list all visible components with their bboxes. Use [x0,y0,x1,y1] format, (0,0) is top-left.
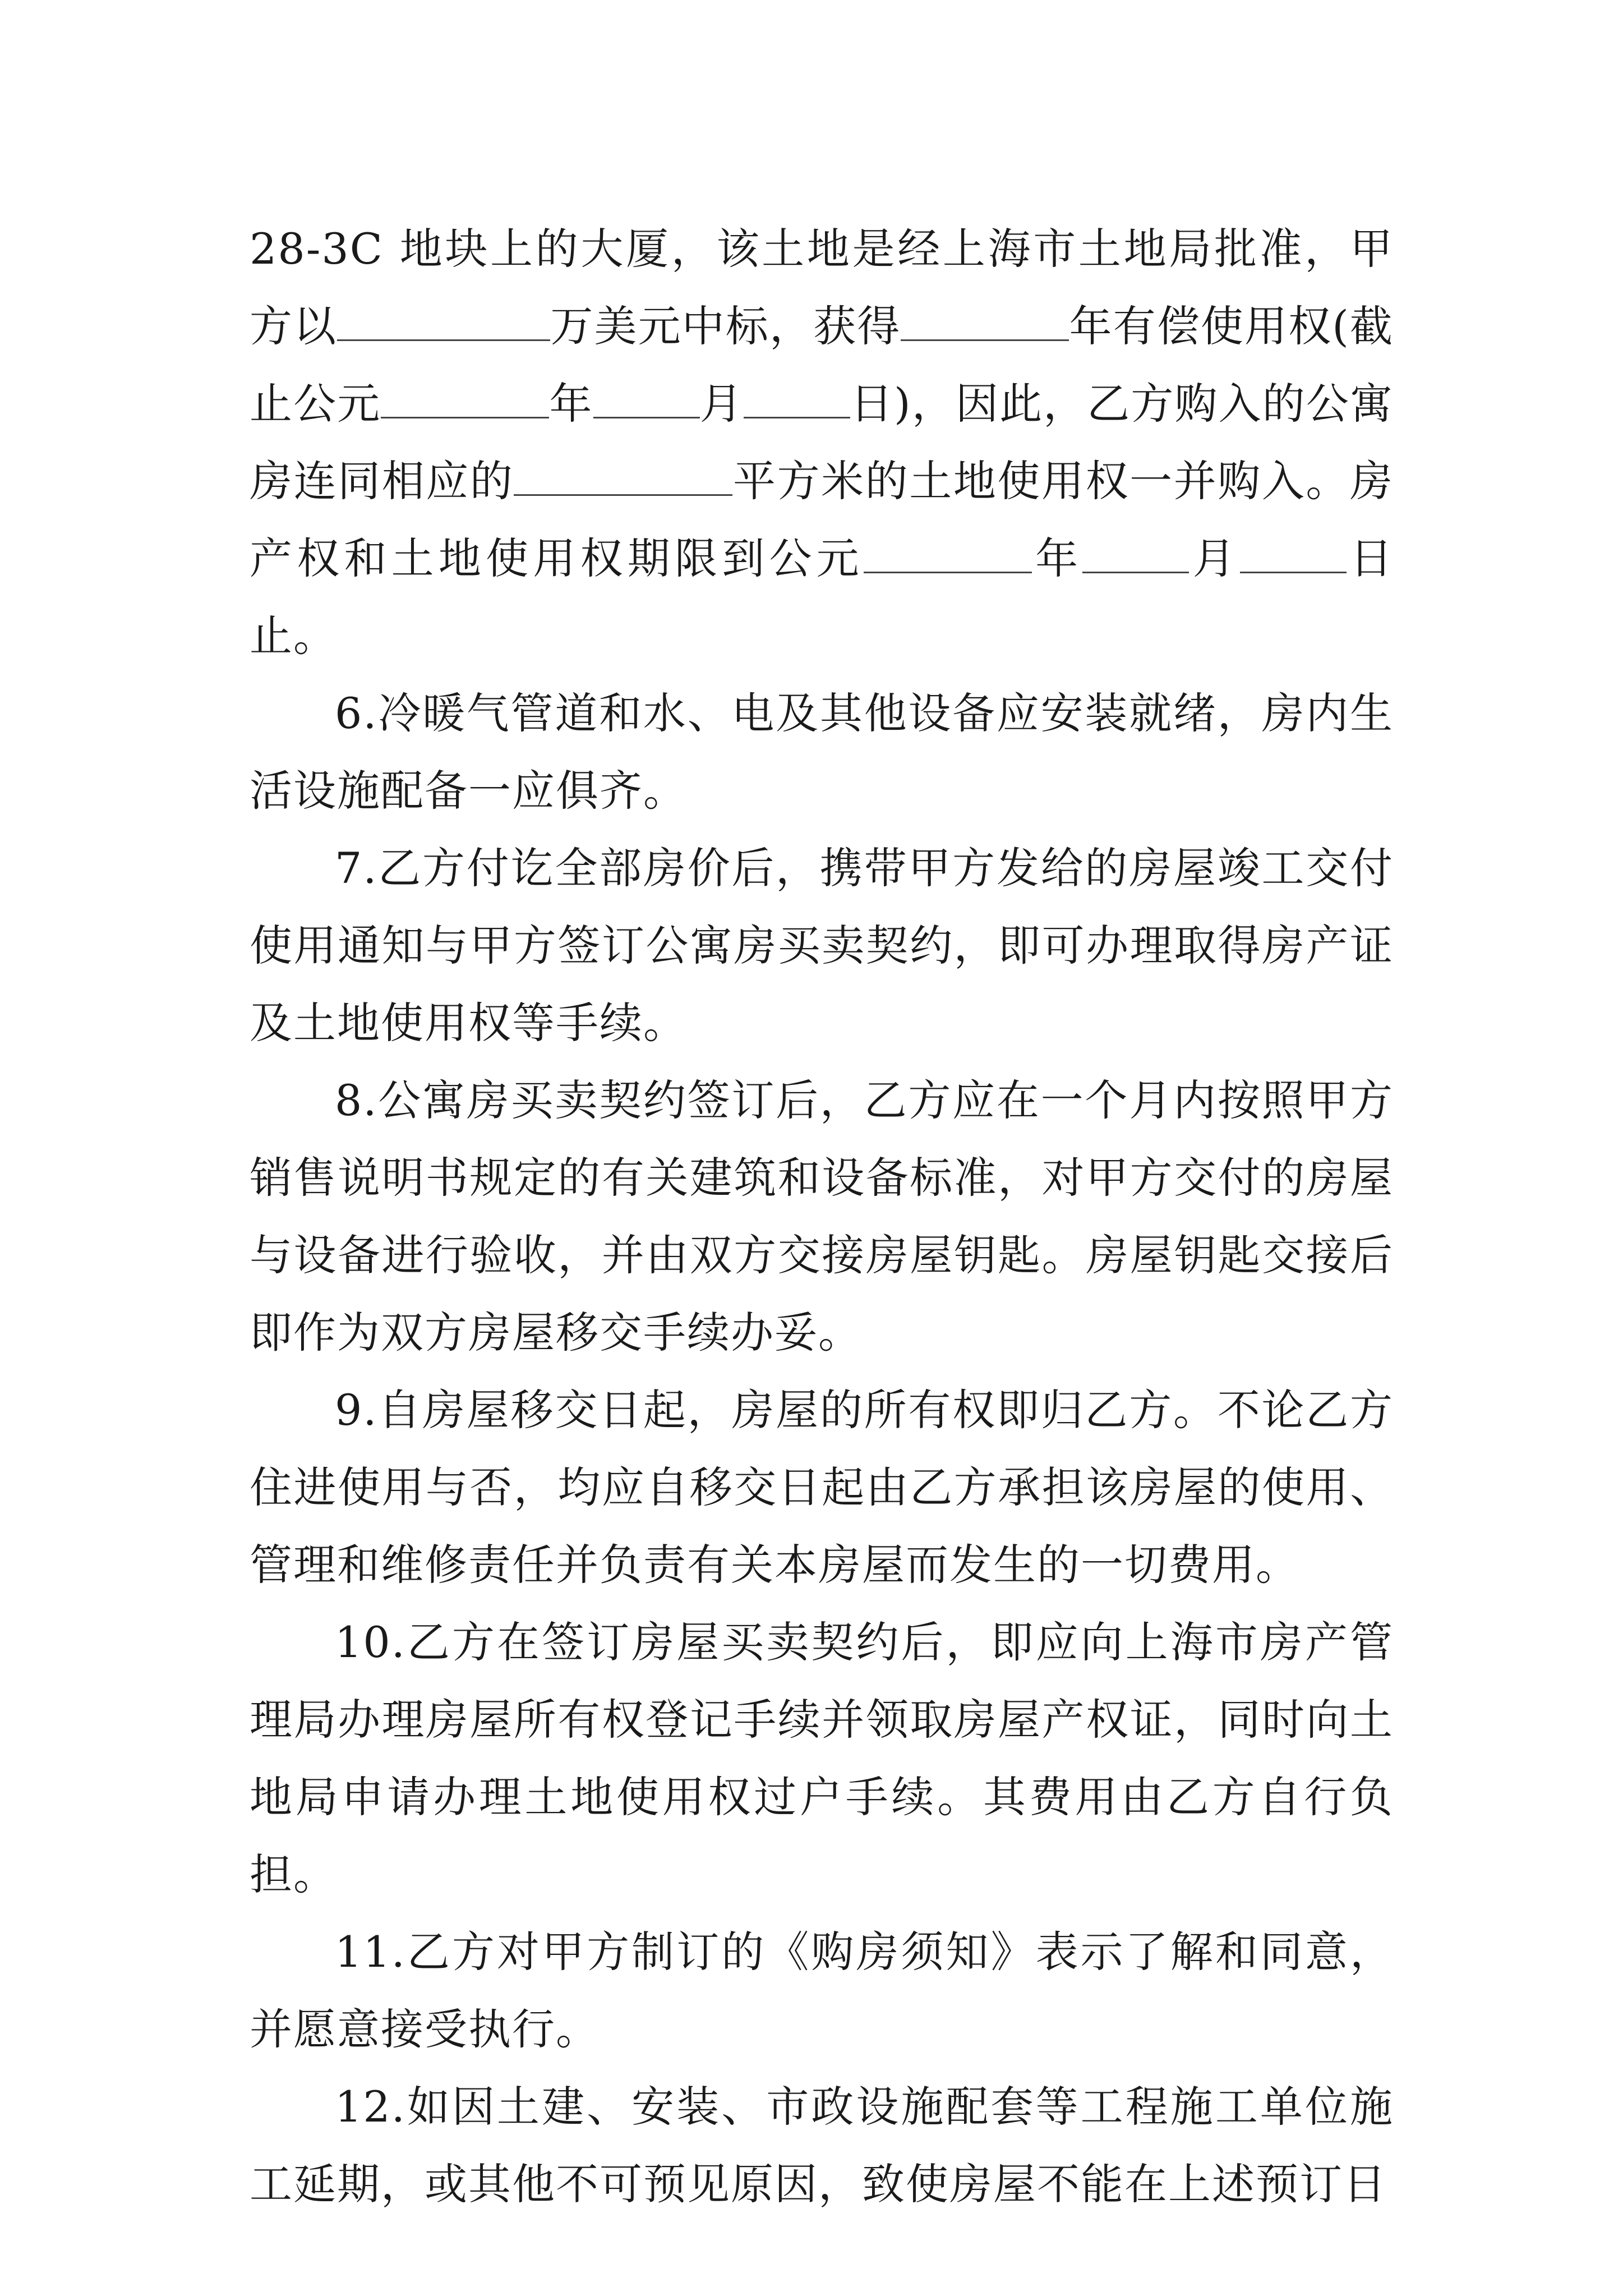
clause-5-text-g: 平方米的土地使用权一并购入。房产权和土地使用权期限到公元 [250,456,1394,583]
clause-8: 8.公寓房买卖契约签订后，乙方应在一个月内按照甲方销售说明书规定的有关建筑和设备标准，对甲方交付的房屋与设备进行验收，并由双方交接房屋钥匙。房屋钥匙交接后即作为双方房屋移交手续办妥。 [250,1075,1394,1358]
blank-end-year [381,382,549,418]
clause-5-text-c: 年有偿使用权(截止公元 [250,301,1394,429]
clause-5-text-i: 月 [1189,533,1240,583]
blank-end-month [593,382,700,418]
clause-11: 11.乙方对甲方制订的《购房须知》表示了解和同意，并愿意接受执行。 [250,1927,1394,2054]
clause-12: 12.如因土建、安装、市政设施配套等工程施工单位施工延期，或其他不可预见原因，致使房屋不能在上述预订日 [250,2082,1394,2209]
clause-5-text-h: 年 [1031,533,1083,583]
clause-5-text-e: 月 [699,379,744,429]
clause-6: 6.冷暖气管道和水、电及其他设备应安装就绪，房内生活设施配备一应俱齐。 [250,688,1394,816]
blank-term-year [864,537,1032,573]
blank-bid-amount [337,305,550,341]
blank-use-years [901,305,1069,341]
blank-term-month [1082,537,1189,573]
blank-term-day [1240,537,1347,573]
blank-land-area [514,459,732,496]
clause-5-text-f: 日)，因此，乙方购入的公寓房连同相应的 [250,379,1394,506]
clause-5-text-b: 万美元中标，获得 [550,301,901,351]
clause-5-continuation [250,210,1394,675]
clause-7: 7.乙方付讫全部房价后，携带甲方发给的房屋竣工交付使用通知与甲方签订公寓房买卖契约，即可办理取得房产证及土地使用权等手续。 [250,843,1394,1048]
clause-9: 9.自房屋移交日起，房屋的所有权即归乙方。不论乙方住进使用与否，均应自移交日起由乙方承担该房屋的使用、管理和维修责任并负责有关本房屋而发生的一切费用。 [250,1385,1394,1590]
clause-5-text-d: 年 [549,379,593,429]
clause-5-text-j: 日止。 [250,533,1394,661]
blank-end-day [744,382,850,418]
contract-body [250,210,1394,2223]
clause-10: 10.乙方在签订房屋买卖契约后，即应向上海市房产管理局办理房屋所有权登记手续并领取房屋产权证，同时向土地局申请办理土地使用权过户手续。其费用由乙方自行负担。 [250,1617,1394,1899]
clause-5-text-a: 28-3C 地块上的大厦，该土地是经上海市土地局批准，甲方以 [250,224,1394,351]
